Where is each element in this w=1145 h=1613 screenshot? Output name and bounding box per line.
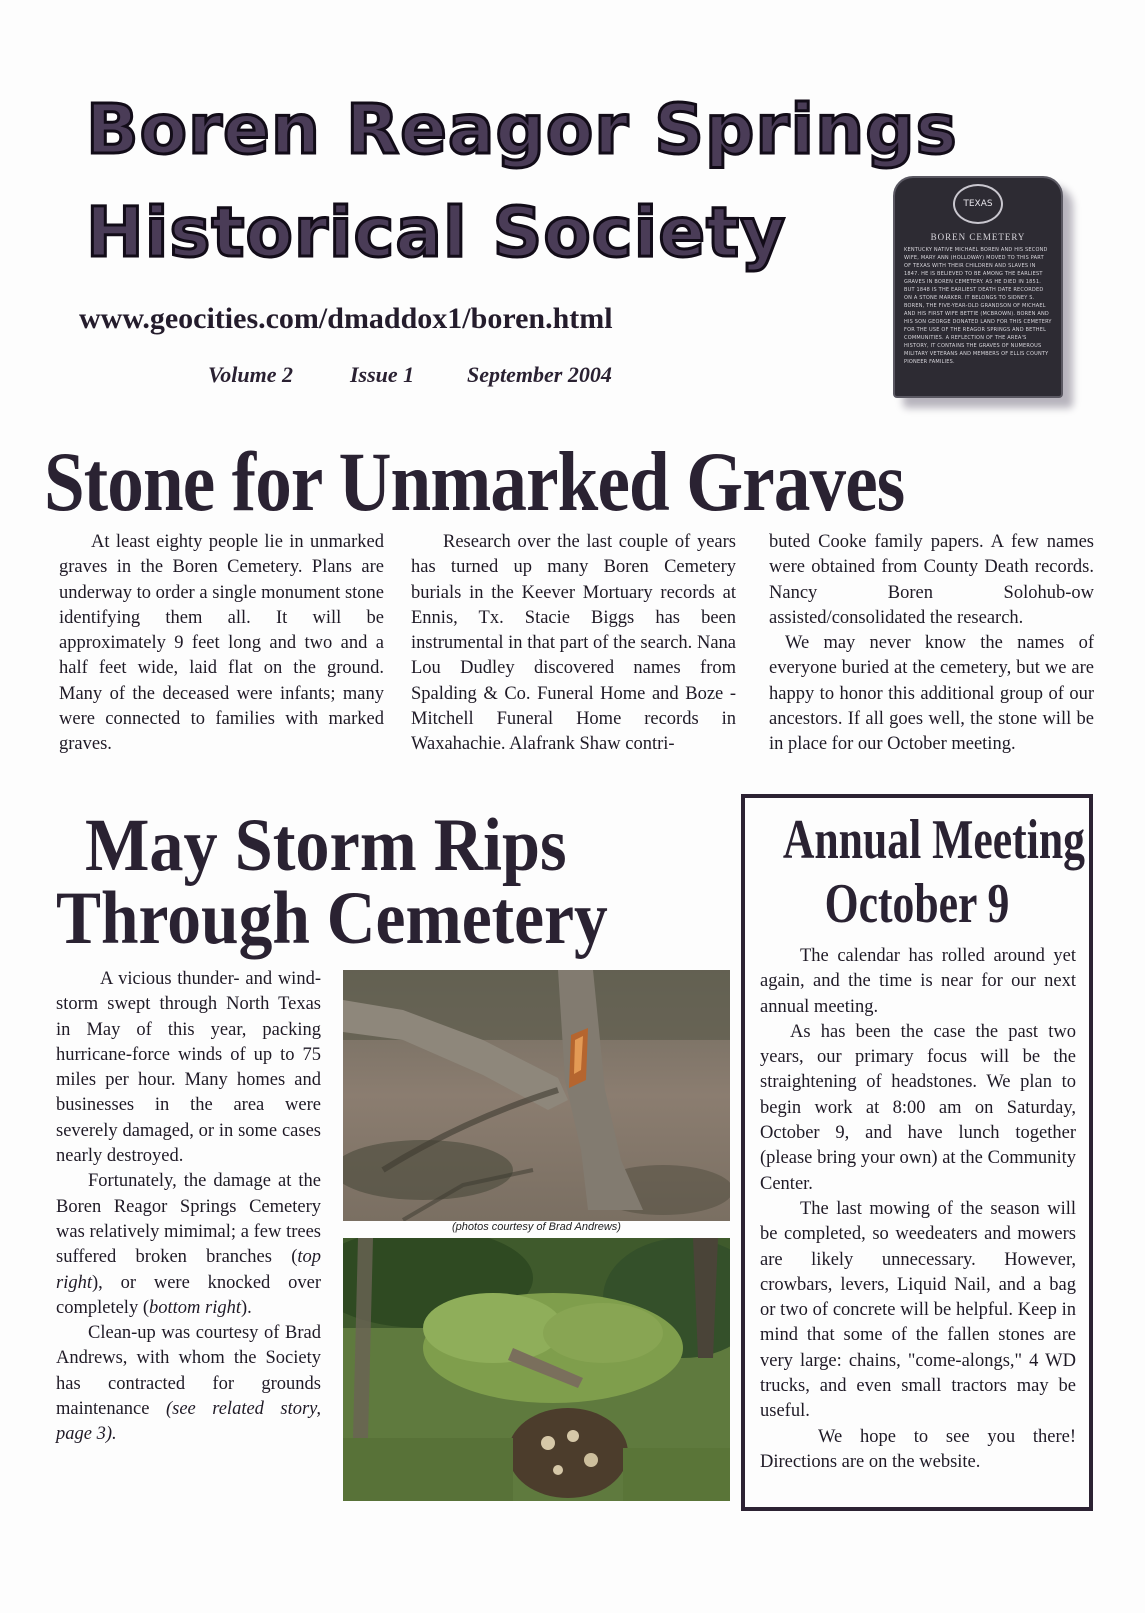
meeting-column [760, 944, 1076, 1475]
storm-p3-text: Clean-up was courtesy of Brad Andrews, with whom the Society has contracted for grounds maintenance [56, 1323, 321, 1420]
storm-paragraph-2 [56, 1169, 321, 1321]
stone-paragraph-3: buted Cooke family papers. A few names were obtained from County Death records. Nancy Boren Solohub-ow assisted/consolidated the research. [769, 532, 1094, 628]
stone-paragraph-2: Research over the last couple of years has turned up many Boren Cemetery burials in the Keever Mortuary records at Ennis, Tx. Stacie Biggs has been instrumental in that part of the search. Nana Lou Dudley discovered names from Spalding & Co. Funeral Home and Boze - Mitchell Funeral Home records in Waxahachie. Alafrank Shaw contri- [411, 532, 736, 755]
storm-headline-line2: Through Cemetery [56, 877, 608, 960]
historical-marker-image [893, 176, 1063, 398]
stone-headline: Stone for Unmarked Graves [44, 435, 905, 529]
fallen-tree-photo [343, 1238, 730, 1501]
marker-title: BOREN CEMETERY [930, 232, 1026, 242]
storm-p2-text-a: Fortunately, the damage at the Boren Reagor Springs Cemetery was relatively mimimal; a few trees suffered broken branches ( [56, 1171, 321, 1268]
photo-caption: (photos courtesy of Brad Andrews) [452, 1221, 621, 1233]
volume-label: Volume 2 [208, 362, 293, 387]
stone-column-2 [411, 530, 736, 758]
storm-headline-line1: May Storm Rips [85, 804, 567, 887]
meeting-headline-line2: October 9 [824, 873, 1010, 935]
meeting-paragraph-1: The calendar has rolled around yet again, and the time is near for our next annual meeting. [760, 946, 1076, 1017]
marker-text: KENTUCKY NATIVE MICHAEL BOREN AND HIS SECOND WIFE, MARY ANN (HOLLOWAY) MOVED TO THIS PART OF TEXAS WITH THEIR CHILDREN AND SLAVES IN 1847. HE IS BELIEVED TO BE AMONG THE EARLIEST GRAVES IN BOREN CEMETERY. AS HE DIED IN 1851. BUT 1848 IS THE EARLIEST DEATH DATE RECORDED ON A STONE MARKER. IT BELONGS TO SIDNEY S. BOREN, THE FIVE-YEAR-OLD GRANDSON OF MICHAEL AND HIS FIRST WIFE BETTIE (MCBROWN). BOREN AND HIS SON GEORGE DONATED LAND FOR THIS CEMETERY FOR THE USE OF THE REAGOR SPRINGS AND BETHEL COMMUNITIES. A REFLECTION OF THE AREA'S HISTORY, IT CONTAINS THE GRAVES OF NUMEROUS MILITARY VETERANS AND MEMBERS OF ELLIS COUNTY PIONEER FAMILIES. [904, 247, 1052, 365]
meeting-headline-line1: Annual Meeting [782, 809, 1085, 871]
storm-p2-bottom-right: bottom right [148, 1297, 241, 1318]
issue-label: Issue 1 [350, 362, 415, 387]
broken-branch-photo [343, 970, 730, 1221]
issue-date: September 2004 [467, 362, 612, 387]
storm-p3-related: (see related story, page 3). [56, 1399, 321, 1445]
texas-seal-icon: TEXAS [953, 184, 1003, 224]
storm-paragraph-1: A vicious thunder- and wind-storm swept through North Texas in May of this year, packing hurricane-force winds of up to 75 miles per hour. Many homes and businesses in the area were severely damaged, or in some cases nearly destroyed. [56, 969, 321, 1167]
masthead-title-line1: Boren Reagor Springs [86, 90, 958, 170]
meeting-paragraph-3: The last mowing of the season will be completed, so weedeaters and mowers are likely unnecessary. However, crowbars, levers, Liquid Nail, and a bag or two of concrete will be helpful. Keep in mind that some of the fallen stones are very large: chains, "come-alongs," 4 WD trucks, and even small tractors may be useful. [760, 1198, 1076, 1422]
storm-p2-text-b: ), or were knocked over completely ( [56, 1272, 321, 1318]
meeting-paragraph-4: We hope to see you there! Directions are on the website. [760, 1426, 1076, 1472]
masthead-title-line2: Historical Society [86, 193, 787, 273]
website-url: www.geocities.com/dmaddox1/boren.html [79, 302, 613, 335]
stone-paragraph-1: At least eighty people lie in unmarked graves in the Boren Cemetery. Plans are underway to order a single monument stone identifying them all. It will be approximately 9 feet long and two and a half feet wide, laid flat on the ground. Many of the deceased were infants; many were connected to families with marked graves. [59, 532, 384, 755]
storm-p2-text-c: ). [240, 1297, 252, 1318]
meeting-paragraph-2: As has been the case the past two years, our primary focus will be the straightening of headstones. We plan to begin work at 8:00 am on Saturday, October 9, and have lunch together (please bring your own) at the Community Center. [760, 1021, 1076, 1194]
stone-column-1 [59, 530, 384, 758]
storm-paragraph-3 [56, 1321, 321, 1447]
stone-paragraph-4: We may never know the names of everyone buried at the cemetery, but we are happy to honor this additional group of our ancestors. If all goes well, the stone will be in place for our October meeting. [769, 633, 1094, 755]
stone-column-3 [769, 530, 1094, 758]
storm-p2-top-right: top right [56, 1247, 321, 1293]
storm-column [56, 967, 321, 1448]
